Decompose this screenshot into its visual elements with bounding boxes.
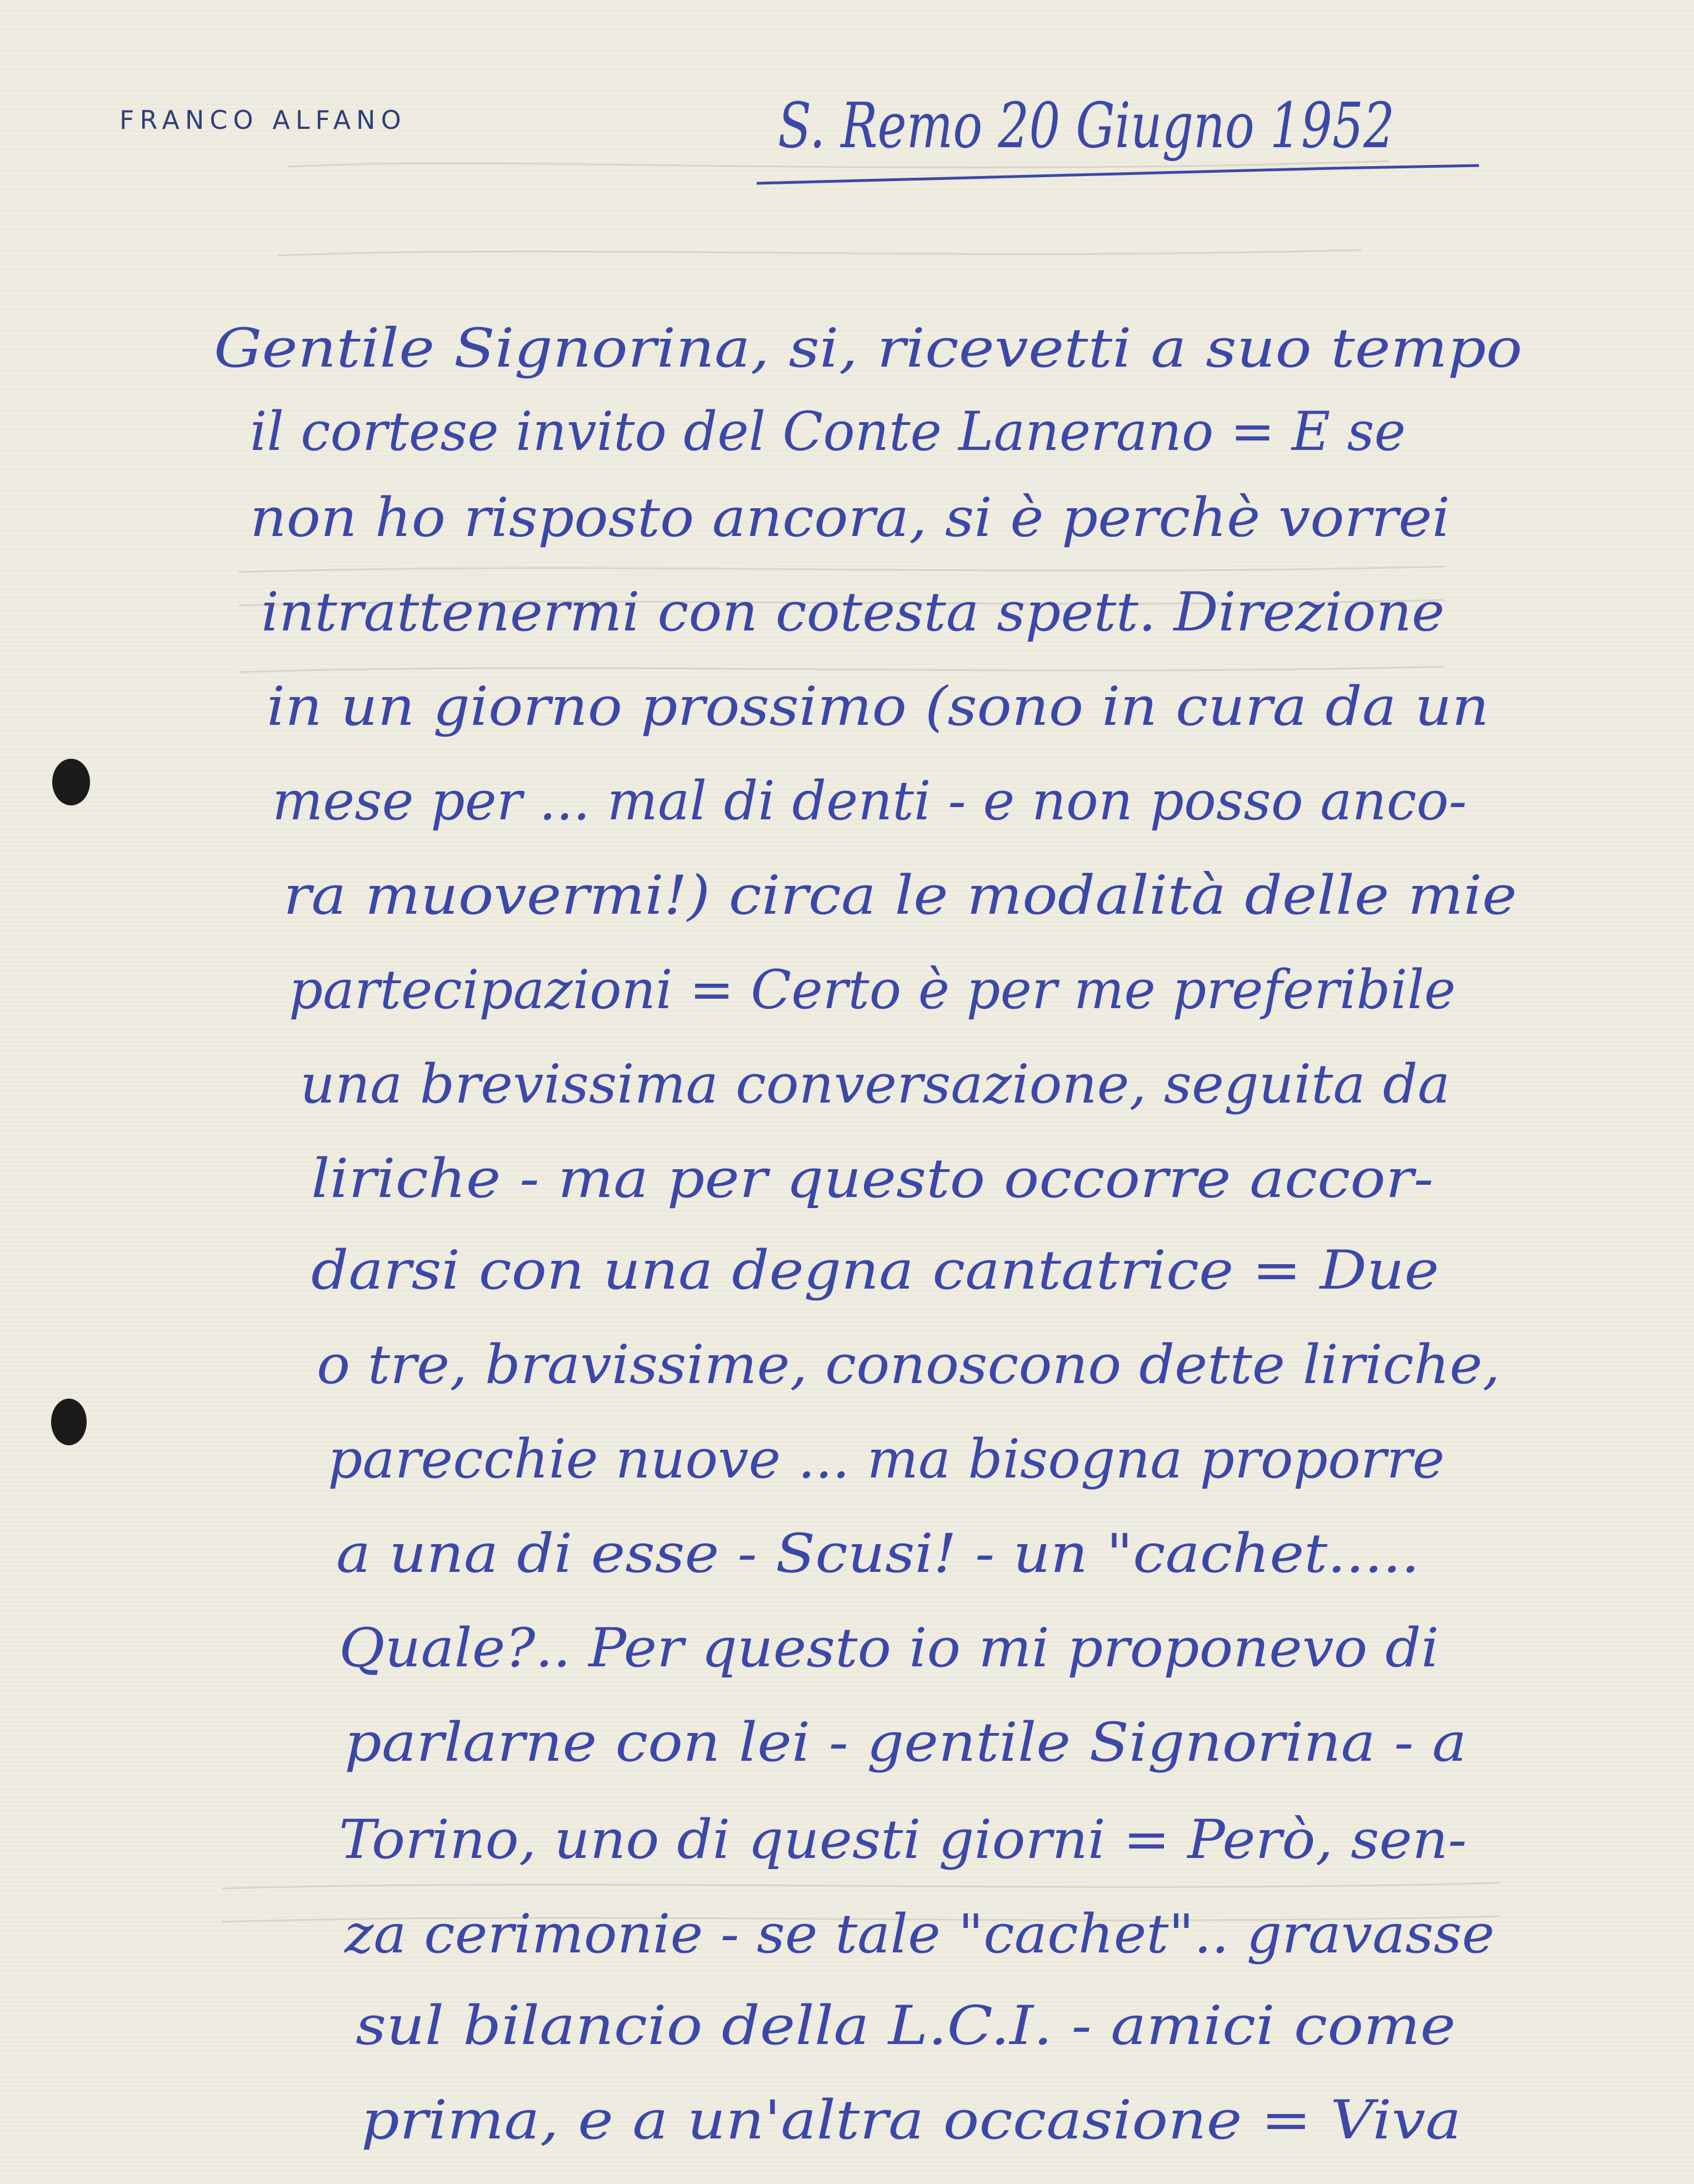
body-line: parlarne con lei - gentile Signorina - a: [344, 1711, 1467, 1774]
body-line: o tre, bravissime, conoscono dette liriche,: [317, 1334, 1500, 1396]
body-line: una brevissima conversazione, seguita da: [300, 1053, 1450, 1115]
body-line: mese per ... mal di denti - e non posso anco-: [272, 770, 1467, 832]
body-line: prima, e a un'altra occasione = Viva: [361, 2089, 1461, 2151]
body-line: parecchie nuove ... ma bisogna proporre: [328, 1428, 1445, 1490]
punch-hole-bottom: [51, 1399, 87, 1445]
body-line: Torino, uno di questi giorni = Però, sen-: [339, 1809, 1467, 1871]
body-line: Gentile Signorina, si, ricevetti a suo tempo: [214, 317, 1522, 379]
body-line: non ho risposto ancora, si è perchè vorrei: [250, 487, 1450, 549]
body-line: darsi con una degna cantatrice = Due: [311, 1239, 1439, 1301]
dateline: S. Remo 20 Giugno 1952: [778, 90, 1395, 162]
body-line: Quale?.. Per questo io mi proponevo di: [339, 1617, 1439, 1679]
body-line: liriche - ma per questo occorre accor-: [311, 1148, 1433, 1210]
body-line: za cerimonie - se tale "cachet".. gravasse: [343, 1903, 1495, 1965]
punch-hole-top: [52, 759, 90, 805]
body-line: sul bilancio della L.C.I. - amici come: [356, 1995, 1456, 2057]
body-line: ra muovermi!) circa le modalità delle mie: [283, 864, 1517, 926]
body-line: intrattenermi con cotesta spett. Direzione: [261, 581, 1445, 643]
body-line: partecipazioni = Certo è per me preferibile: [289, 959, 1456, 1021]
body-line: a una di esse - Scusi! - un "cachet.....: [336, 1522, 1420, 1585]
body-line: in un giorno prossimo (sono in cura da un: [267, 675, 1489, 738]
body-line: il cortese invito del Conte Lanerano = E se: [250, 400, 1406, 463]
letterhead: FRANCO ALFANO: [119, 105, 407, 135]
